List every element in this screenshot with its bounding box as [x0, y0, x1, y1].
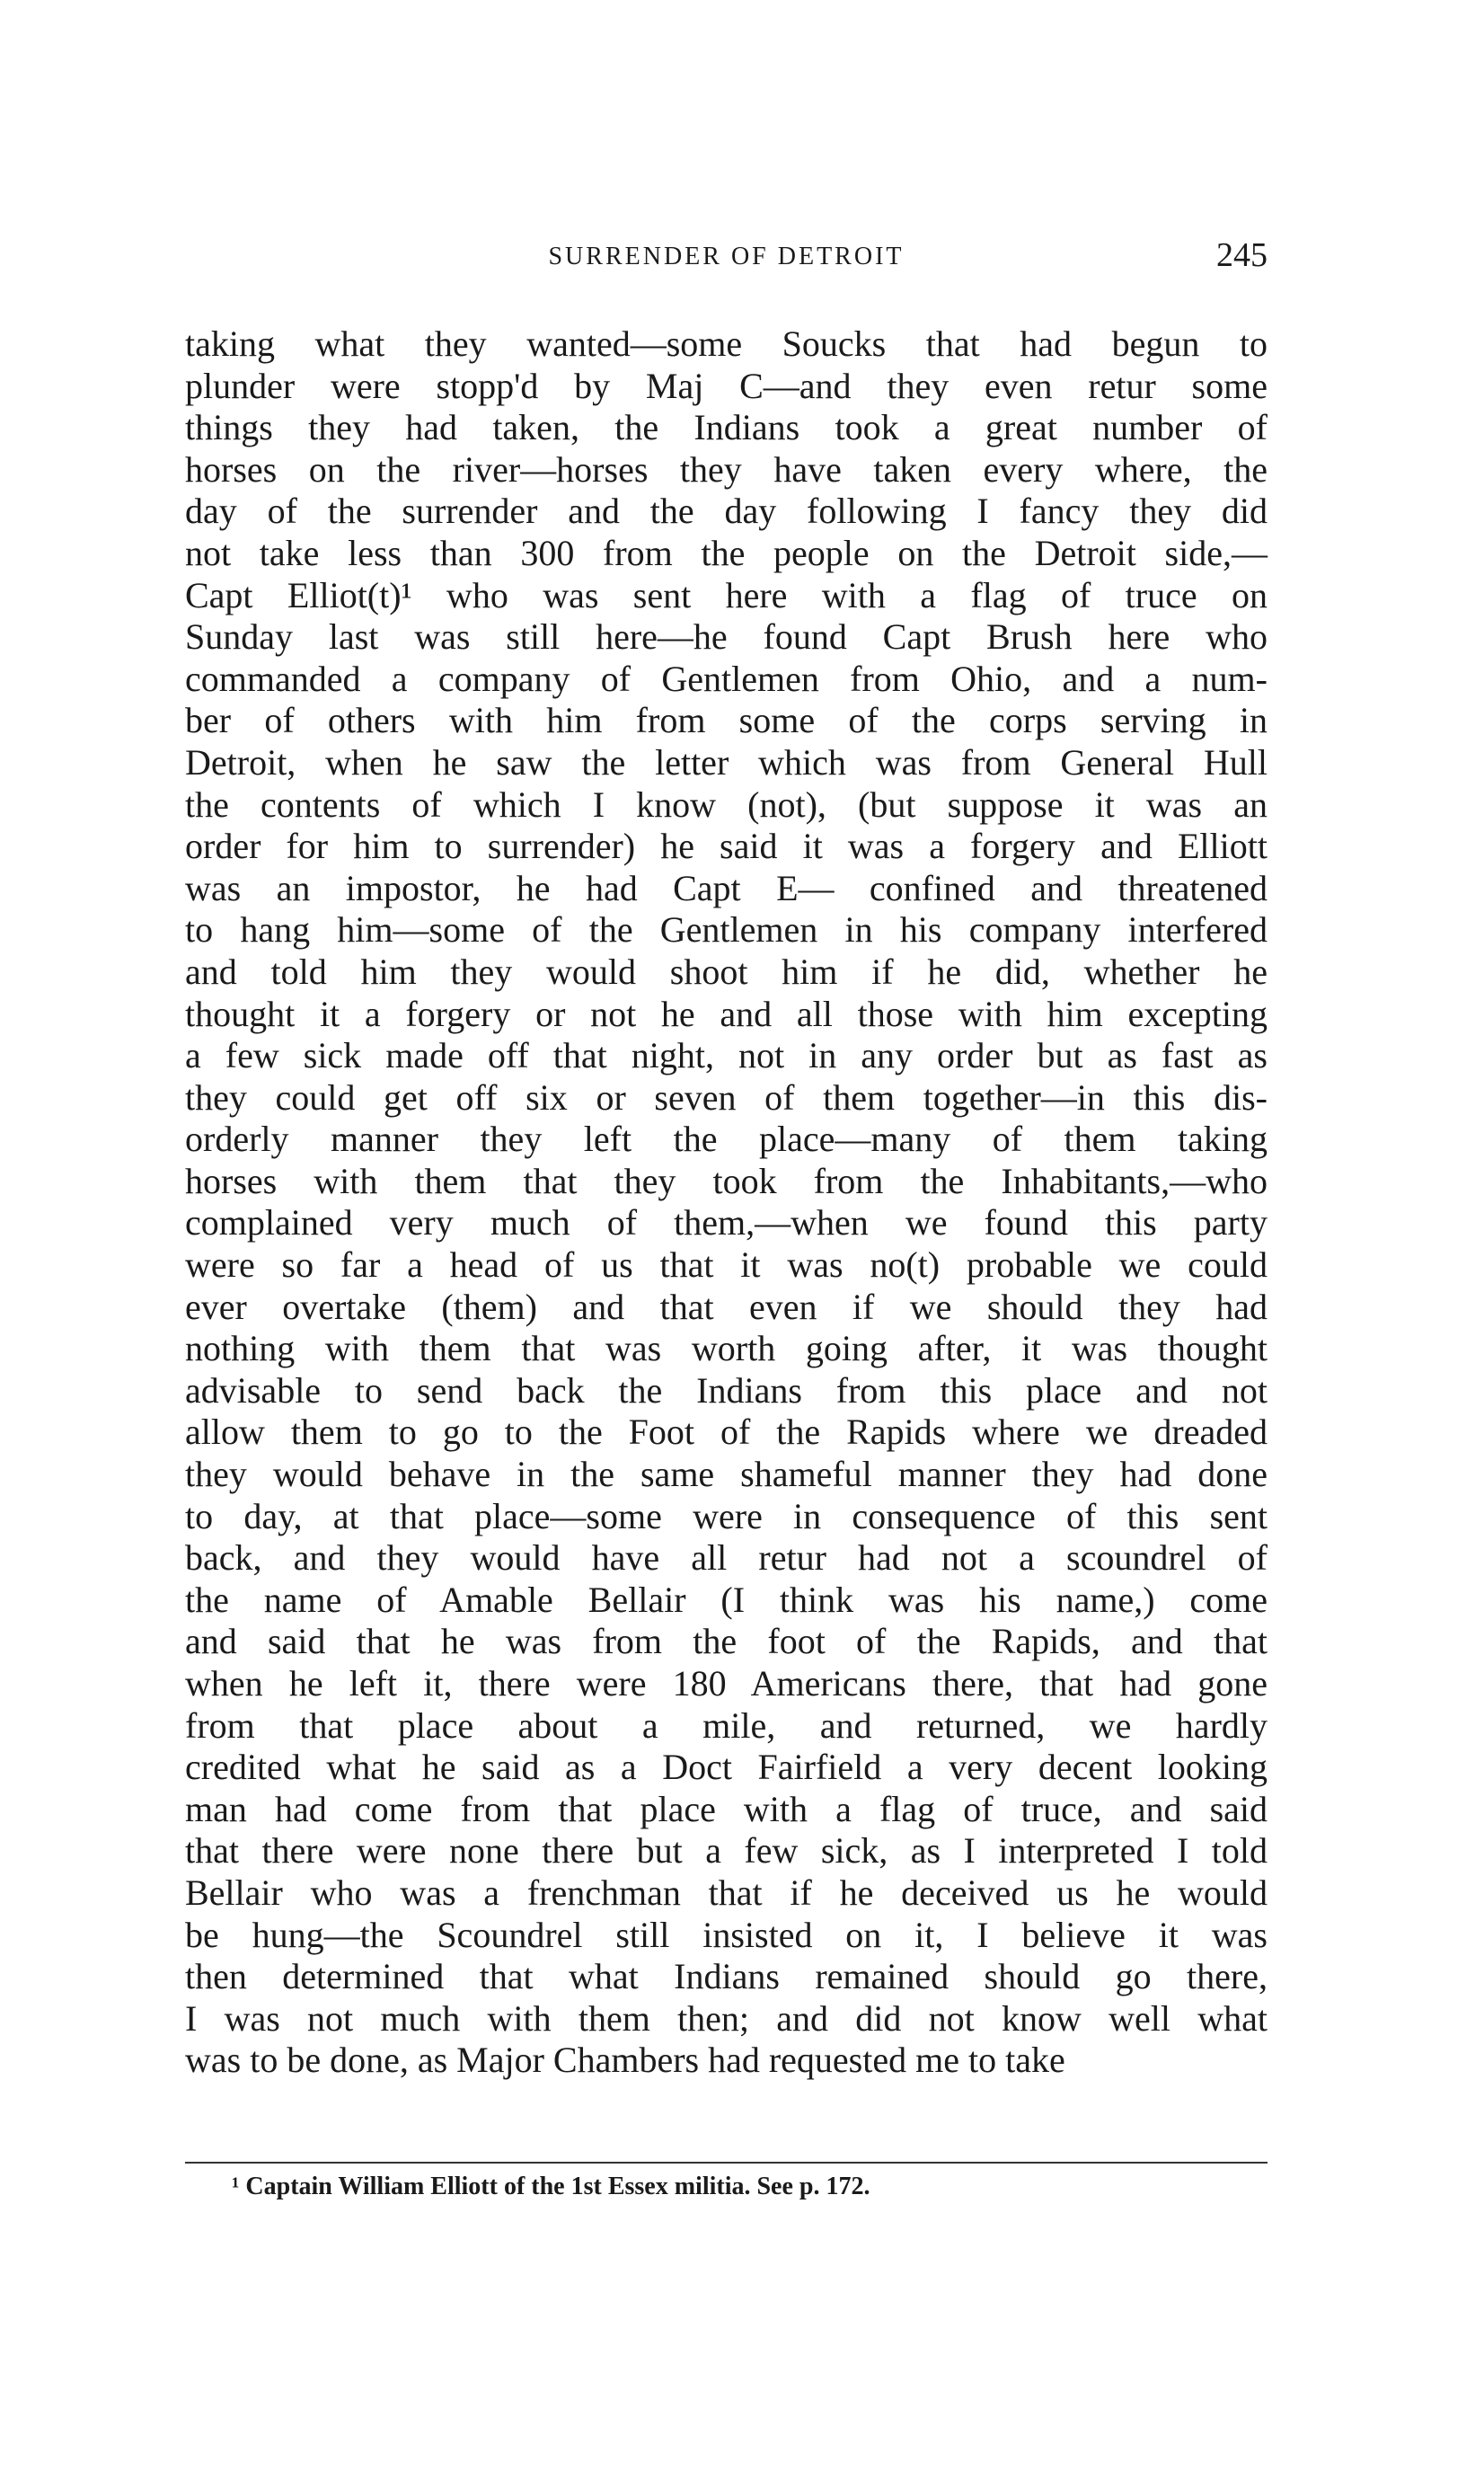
- text-line: nothing with them that was worth going after, it was thought: [185, 1328, 1268, 1369]
- text-line: that there were none there but a few sick, as I interpreted I told: [185, 1830, 1268, 1872]
- text-line: commanded a company of Gentlemen from Ohio, and a num-: [185, 658, 1268, 699]
- text-line: orderly manner they left the place—many of them taking: [185, 1119, 1268, 1160]
- text-line: they would behave in the same shameful manner they had done: [185, 1454, 1268, 1495]
- text-line: things they had taken, the Indians took a great number of: [185, 407, 1268, 448]
- body-text: [185, 323, 1268, 2082]
- text-line: thought it a forgery or not he and all those with him excepting: [185, 993, 1268, 1034]
- text-line: credited what he said as a Doct Fairfield a very decent looking: [185, 1747, 1268, 1788]
- text-line: advisable to send back the Indians from this place and not: [185, 1369, 1268, 1411]
- text-line: man had come from that place with a flag of truce, and said: [185, 1788, 1268, 1829]
- text-line: horses on the river—horses they have taken every where, the: [185, 448, 1268, 490]
- text-line: plunder were stopp'd by Maj C—and they even retur some: [185, 365, 1268, 406]
- text-line: Capt Elliot(t)¹ who was sent here with a flag of truce on: [185, 574, 1268, 615]
- text-line: they could get off six or seven of them together—in this dis-: [185, 1076, 1268, 1118]
- text-line: order for him to surrender) he said it was a forgery and Elliott: [185, 826, 1268, 867]
- footnote: ¹ Captain William Elliott of the 1st Essex militia. See p. 172.: [232, 2173, 870, 2200]
- text-line: Bellair who was a frenchman that if he deceived us he would: [185, 1872, 1268, 1913]
- text-line: the contents of which I know (not), (but suppose it was an: [185, 783, 1268, 825]
- text-line: Sunday last was still here—he found Capt Brush here who: [185, 616, 1268, 658]
- text-line: was an impostor, he had Capt E— confined and threatened: [185, 867, 1268, 908]
- text-line: was to be done, as Major Chambers had requested me to take: [185, 2040, 1065, 2081]
- page-number: 245: [1216, 236, 1268, 274]
- text-line: were so far a head of us that it was no(t) probable we could: [185, 1244, 1268, 1286]
- text-line: back, and they would have all retur had not a scoundrel of: [185, 1537, 1268, 1579]
- text-line: the name of Amable Bellair (I think was his name,) come: [185, 1579, 1268, 1620]
- page-header: [185, 235, 1268, 280]
- text-line: to day, at that place—some were in consequence of this sent: [185, 1495, 1268, 1536]
- text-line: horses with them that they took from the Inhabitants,—who: [185, 1160, 1268, 1201]
- text-line: when he left it, there were 180 Americans there, that had gone: [185, 1663, 1268, 1704]
- text-line: ever overtake (them) and that even if we should they had: [185, 1286, 1268, 1327]
- text-line: to hang him—some of the Gentlemen in his company interfered: [185, 909, 1268, 951]
- text-line: I was not much with them then; and did not know well what: [185, 1997, 1268, 2039]
- text-line: complained very much of them,—when we found this party: [185, 1202, 1268, 1244]
- text-line: not take less than 300 from the people on the Detroit side,—: [185, 532, 1268, 573]
- footnote-divider: [185, 2162, 1268, 2164]
- text-line: taking what they wanted—some Soucks that had begun to: [185, 323, 1268, 364]
- text-line: ber of others with him from some of the corps serving in: [185, 700, 1268, 741]
- text-line: a few sick made off that night, not in any order but as fast as: [185, 1035, 1268, 1076]
- text-line: and said that he was from the foot of the Rapids, and that: [185, 1621, 1268, 1662]
- text-line: day of the surrender and the day following I fancy they did: [185, 491, 1268, 532]
- text-line: Detroit, when he saw the letter which was from General Hull: [185, 741, 1268, 783]
- running-title: SURRENDER OF DETROIT: [548, 243, 905, 270]
- text-line: then determined that what Indians remained should go there,: [185, 1956, 1268, 1997]
- text-line: from that place about a mile, and returned, we hardly: [185, 1704, 1268, 1746]
- text-line: be hung—the Scoundrel still insisted on it, I believe it was: [185, 1914, 1268, 1955]
- text-line: and told him they would shoot him if he did, whether he: [185, 951, 1268, 992]
- text-line: allow them to go to the Foot of the Rapids where we dreaded: [185, 1412, 1268, 1453]
